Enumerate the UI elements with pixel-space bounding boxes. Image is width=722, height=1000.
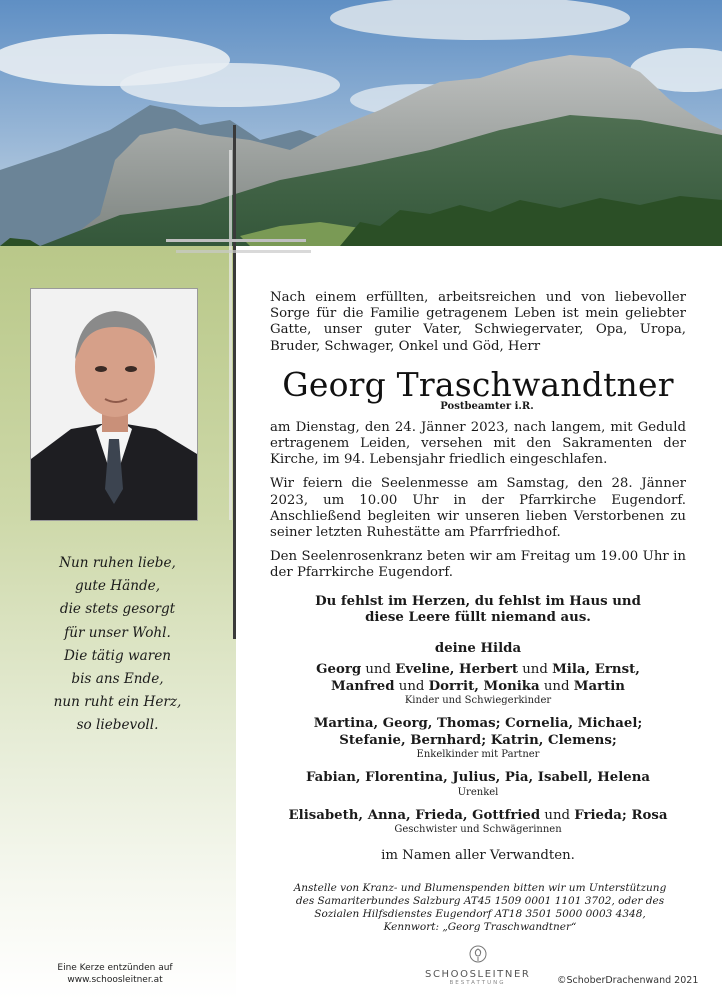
logo-sub: BESTATTUNG [449,980,506,986]
children-label: Kinder und Schwiegerkinder [404,695,552,707]
great-grandchildren-line: Fabian, Florentina, Julius, Pia, Isabell, Helena [305,770,651,786]
cross-shadow-horizontal [176,250,311,253]
rosary-paragraph: Den Seelenrosenkranz beten wir am Freitag um 19.00 Uhr in der Pfarrkirche Eugendorf. [270,549,686,581]
portrait-photo [30,288,198,521]
poem-line: so liebevoll. [76,717,159,734]
spouse-name: deine Hilda [434,641,522,657]
donation-note [290,882,670,934]
quote-line: diese Leere füllt niemand aus. [365,610,591,626]
siblings-label: Geschwister und Schwägerinnen [394,824,562,836]
poem-line: bis ans Ende, [71,671,164,688]
donation-line: des Samariterbundes Salzburg AT45 1509 0001 1101 3702, oder des [295,895,665,907]
funeral-home-logo [425,945,530,986]
donation-line: Anstelle von Kranz- und Blumenspenden bitten wir um Unterstützung [293,882,667,894]
poem-line: Die tätig waren [63,647,172,664]
header-landscape-image [0,0,722,246]
main-content [270,290,686,863]
deceased-title: Postbeamter i.R. [440,400,534,412]
grandchildren-line: Stefanie, Bernhard; Katrin, Clemens; [339,732,617,748]
donation-line: Kennwort: „Georg Traschwandtner“ [383,921,577,933]
intro-paragraph: Nach einem erfüllten, arbeitsreichen und von liebevoller Sorge für die Familie getragenem Leben ist mein geliebter Gatte, unser guter Vater, Schwiegervater, Opa, Uropa, Bruder, Schwager, Onkel und Göd, Herr [270,290,686,354]
photo-copyright: ©SchoberDrachenwand 2021 [557,975,699,986]
children-line: Manfred und Dorrit, Monika und Martin [331,678,625,694]
poem-line: Nun ruhen liebe, [59,555,176,571]
poem [10,552,225,738]
grandchildren-label: Enkelkinder mit Partner [416,749,540,761]
candle-text: Eine Kerze entzünden auf [57,963,173,973]
siblings-line: Elisabeth, Anna, Frieda, Gottfried und Frieda; Rosa [288,807,668,823]
rose-icon [469,945,487,963]
great-grandchildren-label: Urenkel [457,786,499,798]
quote [270,594,686,628]
cross-shadow-vertical [229,150,232,520]
children-line: Georg und Eveline, Herbert und Mila, Ernst, [316,662,640,678]
logo-brand: SCHOOSLEITNER [425,969,531,980]
poem-line: gute Hände, [74,578,161,595]
poem-line: die stets gesorgt [59,601,176,618]
candle-link[interactable]: www.schoosleitner.at [67,975,163,985]
poem-line: nun ruht ein Herz, [53,694,182,711]
death-paragraph: am Dienstag, den 24. Jänner 2023, nach langem, mit Geduld ertragenem Leiden, versehen mit den Sakramenten der Kirche, im 94. Lebensjahr friedlich eingeschlafen. [270,419,686,468]
cross-horizontal-bar [166,239,306,242]
cross-vertical-bar [233,125,236,639]
poem-line: für unser Wohl. [64,624,171,641]
donation-line: Sozialen Hilfsdienstes Eugendorf AT18 3501 5000 0003 4348, [314,908,646,920]
deceased-name: Georg Traschwandtner [282,364,674,404]
quote-line: Du fehlst im Herzen, du fehlst im Haus und [315,593,641,609]
candle-notice [30,962,200,986]
mass-paragraph: Wir feiern die Seelenmesse am Samstag, den 28. Jänner 2023, um 10.00 Uhr in der Pfarrkirche Eugendorf. Anschließend begleiten wir unseren lieben Verstorbenen zu seiner letzten Ruhestätte am Pfarrfriedhof. [270,476,686,541]
grandchildren-line: Martina, Georg, Thomas; Cornelia, Michael; [313,716,643,732]
relatives-line: im Namen aller Verwandten. [381,848,575,864]
